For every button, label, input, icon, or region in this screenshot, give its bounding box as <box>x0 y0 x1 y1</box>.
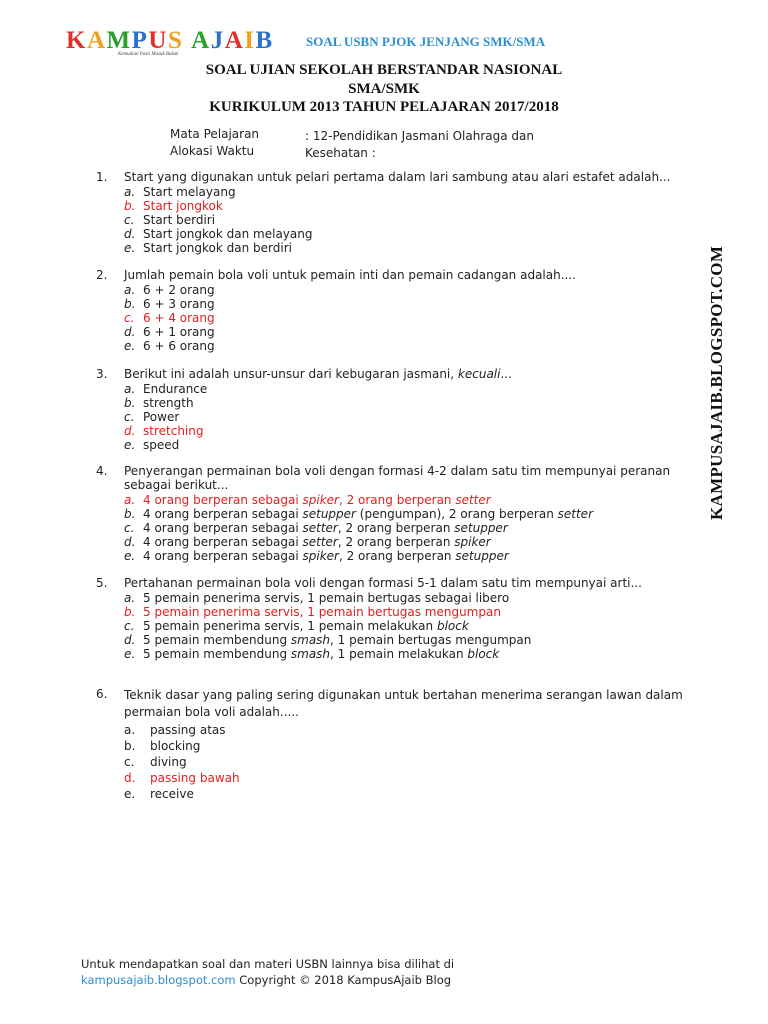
question-text: Start yang digunakan untuk pelari pertama dalam lari sambung atau alari estafet adalah... <box>124 170 671 184</box>
option-letter: e. <box>124 787 136 801</box>
question-number: 2. <box>96 268 108 282</box>
option-letter: e. <box>124 549 136 563</box>
exam-title: SOAL UJIAN SEKOLAH BERSTANDAR NASIONAL <box>205 62 563 78</box>
question-4 <box>96 464 686 563</box>
answer-option <box>124 283 686 297</box>
option-text: 4 orang berperan sebagai spiker, 2 orang berperan setter <box>143 493 491 507</box>
option-text: speed <box>143 438 180 452</box>
answer-option <box>124 339 686 353</box>
question-number: 3. <box>96 367 108 381</box>
subject-value: : 12-Pendidikan Jasmani Olahraga dan <box>305 129 534 143</box>
option-text: 6 + 3 orang <box>143 297 215 311</box>
option-letter: a. <box>124 185 136 199</box>
option-letter: a. <box>124 283 136 297</box>
kampus-ajaib-logo <box>66 27 274 55</box>
option-letter: d. <box>124 535 136 549</box>
answer-option-correct <box>124 199 686 213</box>
answer-option-correct <box>124 424 686 438</box>
question-text: Pertahanan permainan bola voli dengan formasi 5-1 dalam satu tim mempunyai arti... <box>124 576 642 590</box>
option-text: passing bawah <box>150 771 240 785</box>
option-text: Start jongkok dan melayang <box>143 227 313 241</box>
answer-option <box>124 722 686 738</box>
time-label: Alokasi Waktu <box>170 144 255 158</box>
subject-label: Mata Pelajaran <box>170 127 260 141</box>
answer-options <box>124 283 686 353</box>
answer-option <box>124 633 686 647</box>
option-text: 5 pemain penerima servis, 1 pemain melakukan block <box>143 619 469 633</box>
option-text: 6 + 1 orang <box>143 325 215 339</box>
answer-option <box>124 396 686 410</box>
option-letter: b. <box>124 507 136 521</box>
option-letter: c. <box>124 755 135 769</box>
logo-letter: A <box>191 27 211 54</box>
option-text: receive <box>150 787 194 801</box>
answer-option <box>124 185 686 199</box>
option-letter: e. <box>124 241 136 255</box>
option-text: Power <box>143 410 180 424</box>
exam-curriculum: KURIKULUM 2013 TAHUN PELAJARAN 2017/2018 <box>209 99 559 115</box>
option-letter: b. <box>124 199 136 213</box>
logo-letter: S <box>167 27 184 54</box>
question-text: Berikut ini adalah unsur-unsur dari kebugaran jasmani, kecuali... <box>124 367 512 381</box>
logo-letter: P <box>131 27 149 54</box>
logo-letter: K <box>66 27 87 54</box>
option-letter: b. <box>124 739 136 753</box>
option-text: Start berdiri <box>143 213 216 227</box>
answer-option <box>124 227 686 241</box>
option-text: Endurance <box>143 382 208 396</box>
question-6 <box>96 687 686 802</box>
answer-option <box>124 591 686 605</box>
option-letter: a. <box>124 723 136 737</box>
option-text: strength <box>143 396 194 410</box>
answer-option <box>124 647 686 661</box>
option-letter: b. <box>124 605 136 619</box>
logo-letter: A <box>86 27 107 54</box>
option-text: stretching <box>143 424 204 438</box>
option-letter: c. <box>124 311 135 325</box>
footer-copyright-line <box>81 972 454 988</box>
option-letter: d. <box>124 424 136 438</box>
logo-letter: M <box>106 27 132 54</box>
answer-option <box>124 382 686 396</box>
answer-option <box>124 786 686 802</box>
answer-option <box>124 619 686 633</box>
option-letter: e. <box>124 438 136 452</box>
answer-option <box>124 549 686 563</box>
answer-option <box>124 213 686 227</box>
question-1 <box>96 170 686 255</box>
option-letter: d. <box>124 227 136 241</box>
option-letter: c. <box>124 521 135 535</box>
answer-option <box>124 241 686 255</box>
question-number: 4. <box>96 464 108 478</box>
logo-letter: A <box>224 27 245 54</box>
option-text: 6 + 6 orang <box>143 339 215 353</box>
option-letter: c. <box>124 213 135 227</box>
answer-option-correct <box>124 493 686 507</box>
answer-option <box>124 438 686 452</box>
header-subject: SOAL USBN PJOK JENJANG SMK/SMA <box>306 34 546 49</box>
option-text: 5 pemain penerima servis, 1 pemain bertugas mengumpan <box>143 605 501 619</box>
answer-options <box>124 722 686 802</box>
answer-option-correct <box>124 770 686 786</box>
option-text: 5 pemain penerima servis, 1 pemain bertugas sebagai libero <box>143 591 510 605</box>
question-5 <box>96 576 686 661</box>
answer-option <box>124 410 686 424</box>
option-text: 6 + 2 orang <box>143 283 215 297</box>
answer-option <box>124 507 686 521</box>
option-text: 5 pemain membendung smash, 1 pemain bertugas mengumpan <box>143 633 532 647</box>
question-2 <box>96 268 686 353</box>
logo-letter: B <box>255 27 274 54</box>
option-letter: d. <box>124 771 136 785</box>
answer-options <box>124 591 686 661</box>
question-text: Teknik dasar yang paling sering digunakan untuk bertahan menerima serangan lawan dalam permaian bola voli adalah..... <box>124 688 683 719</box>
logo-letter <box>183 27 191 54</box>
logo-letter: I <box>244 27 256 54</box>
option-letter: e. <box>124 647 136 661</box>
option-letter: a. <box>124 591 136 605</box>
option-text: 4 orang berperan sebagai setupper (pengumpan), 2 orang berperan setter <box>143 507 594 521</box>
option-letter: a. <box>124 382 136 396</box>
question-number: 1. <box>96 170 108 184</box>
logo-letter: J <box>210 27 225 54</box>
question-text: Penyerangan permainan bola voli dengan formasi 4-2 dalam satu tim mempunyai peranan sebagai berikut... <box>124 464 671 492</box>
blog-link[interactable]: kampusajaib.blogspot.com <box>81 973 236 987</box>
answer-option <box>124 297 686 311</box>
answer-options <box>124 185 686 255</box>
option-text: diving <box>150 755 187 769</box>
exam-level: SMA/SMK <box>348 81 420 97</box>
footer-note: Untuk mendapatkan soal dan materi USBN lainnya bisa dilihat di <box>81 957 455 971</box>
option-letter: a. <box>124 493 136 507</box>
question-text: Jumlah pemain bola voli untuk pemain inti dan pemain cadangan adalah.... <box>124 268 576 282</box>
question-number: 6. <box>96 687 108 701</box>
answer-option-correct <box>124 311 686 325</box>
answer-option <box>124 325 686 339</box>
option-text: 4 orang berperan sebagai setter, 2 orang berperan spiker <box>143 535 491 549</box>
answer-option-correct <box>124 605 686 619</box>
answer-option <box>124 521 686 535</box>
option-text: 5 pemain membendung smash, 1 pemain melakukan block <box>143 647 500 661</box>
page-footer <box>81 956 454 988</box>
option-text: passing atas <box>150 723 226 737</box>
option-text: Start melayang <box>143 185 236 199</box>
option-letter: d. <box>124 325 136 339</box>
answer-option <box>124 738 686 754</box>
option-letter: c. <box>124 410 135 424</box>
blog-watermark: KAMPUSAJAIB.BLOGSPOT.COM <box>707 245 726 520</box>
answer-options <box>124 493 686 563</box>
copyright-text: Copyright © 2018 KampusAjaib Blog <box>235 973 452 987</box>
time-value: Kesehatan : <box>305 146 376 160</box>
option-letter: d. <box>124 633 136 647</box>
option-text: blocking <box>150 739 201 753</box>
answer-options <box>124 382 686 452</box>
question-number: 5. <box>96 576 108 590</box>
option-letter: e. <box>124 339 136 353</box>
answer-option <box>124 754 686 770</box>
option-text: Start jongkok <box>143 199 223 213</box>
logo-letter: U <box>148 27 168 54</box>
option-text: 6 + 4 orang <box>143 311 215 325</box>
option-letter: b. <box>124 297 136 311</box>
option-text: Start jongkok dan berdiri <box>143 241 292 255</box>
logo-tagline: Kemudian Pasti Masuk Bukak <box>118 52 179 57</box>
option-letter: b. <box>124 396 136 410</box>
option-text: 4 orang berperan sebagai spiker, 2 orang berperan setupper <box>143 549 509 563</box>
option-letter: c. <box>124 619 135 633</box>
answer-option <box>124 535 686 549</box>
option-text: 4 orang berperan sebagai setter, 2 orang berperan setupper <box>143 521 508 535</box>
question-3 <box>96 367 686 452</box>
